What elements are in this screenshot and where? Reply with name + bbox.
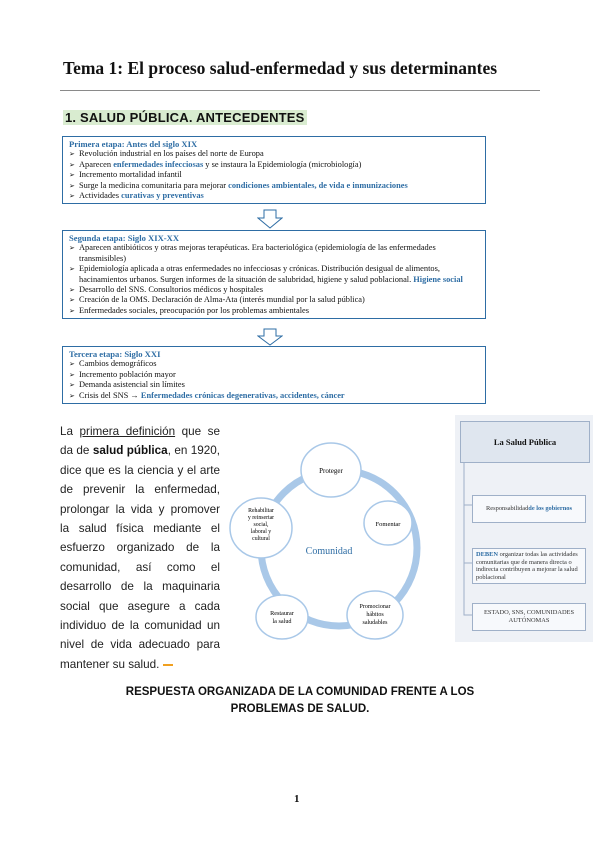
cycle-node-fomentar [364, 501, 412, 545]
down-arrow-icon [257, 209, 283, 229]
svg-text:Fomentar: Fomentar [375, 521, 401, 528]
list-item: ➢ Actividades curativas y preventivas [69, 191, 481, 201]
svg-text:Rehabilitary reinsertarsocial,: Rehabilitar y reinsertar social, laboral y cultural [247, 508, 275, 542]
stage-2-heading: Segunda etapa: Siglo XIX-XX [69, 233, 180, 243]
stage-1-heading: Primera etapa: Antes del siglo XIX [69, 139, 198, 149]
cycle-node-proteger [301, 443, 361, 497]
svg-text:Restaurarla salud: Restaurar la salud [270, 610, 294, 625]
salud-publica-panel [455, 415, 593, 642]
list-item: ➢ Aparecen enfermedades infecciosas y se instaura la Epidemiología (microbiología) [69, 160, 481, 170]
response-caption: RESPUESTA ORGANIZADA DE LA COMUNIDAD FRENTE A LOS PROBLEMAS DE SALUD. [125, 686, 475, 715]
panel-box-responsabilidad: Responsabilidad de los gobiernos [472, 495, 586, 523]
cycle-center-label: Comunidad [305, 546, 353, 557]
panel-title: La Salud Pública [460, 421, 590, 463]
stage-1-box [62, 136, 486, 204]
stage-2-box [62, 230, 486, 319]
page-number: 1 [294, 793, 300, 805]
panel-box-estado: ESTADO, SNS, COMUNIDADES AUTÓNOMAS [472, 603, 586, 631]
panel-box-deben: DEBEN organizar todas las actividades comunitarias que de manera directa o indirecta contribuyen a mejorar la salud poblacional [472, 548, 586, 584]
cycle-node-promocionar [347, 591, 403, 639]
list-item: ➢ Cambios demográficos [69, 359, 481, 369]
list-item: ➢ Incremento población mayor [69, 370, 481, 380]
list-item: ➢ Incremento mortalidad infantil [69, 170, 481, 180]
list-item: ➢ Revolución industrial en los países del norte de Europa [69, 149, 481, 159]
list-item: ➢ Demanda asistencial sin límites [69, 380, 481, 390]
title-divider [60, 90, 540, 91]
highlight-dash [163, 664, 173, 666]
page-title: Tema 1: El proceso salud-enfermedad y sus determinantes [63, 58, 498, 78]
cycle-node-rehabilitar [230, 498, 292, 558]
list-item: ➢ Enfermedades sociales, preocupación por los problemas ambientales [69, 306, 481, 316]
down-arrow-icon [257, 328, 283, 346]
section-heading: 1. SALUD PÚBLICA. ANTECEDENTES [65, 110, 305, 125]
definition-paragraph: La primera definición que se da de salud pública, en 1920, dice que es la ciencia y el arte de prevenir la enfermedad, prolongar la vida y promover la salud física mediante el esfuerzo organizado de la comunidad, así como el desarrollo de la maquinaria social que asegure a cada individuo de la comunidad un nivel de vida adecuado para mantener su salud. [60, 425, 221, 671]
list-item: ➢ Aparecen antibióticos y otras mejoras terapéuticas. Era bacteriológica (epidemiología de las enfermedades transmisibles) [69, 243, 481, 264]
svg-text:Promocionarhábitossaludables: Promocionar hábitos saludables [359, 604, 391, 626]
list-item: ➢ Surge la medicina comunitaria para mejorar condiciones ambientales, de vida e inmunizaciones [69, 181, 481, 191]
cycle-node-restaurar [256, 595, 308, 639]
stage-3-box [62, 346, 486, 404]
list-item: ➢ Crisis del SNS → Enfermedades crónicas degenerativas, accidentes, cáncer [69, 391, 481, 401]
list-item: ➢ Desarrollo del SNS. Consultorios médicos y hospitales [69, 285, 481, 295]
svg-text:Proteger: Proteger [319, 467, 343, 475]
list-item: ➢ Creación de la OMS. Declaración de Alma-Ata (interés mundial por la salud pública) [69, 295, 481, 305]
list-item: ➢ Epidemiología aplicada a otras enfermedades no infecciosas y crónicas. Distribución desigual de alimentos, hacinamientos urbanos. Surgen informes de la situación de salubridad, higiene y salud poblacional. Higiene social [69, 264, 481, 285]
stage-3-heading: Tercera etapa: Siglo XXI [69, 349, 161, 359]
community-cycle-diagram [228, 440, 450, 640]
